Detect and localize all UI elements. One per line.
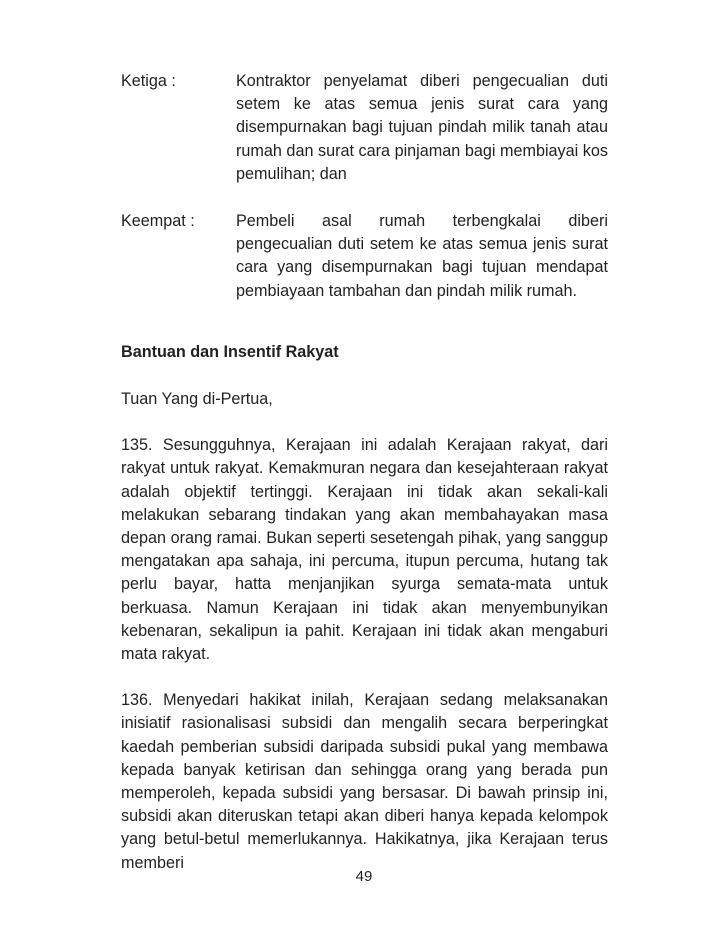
item-text: Kontraktor penyelamat diberi pengecualian duti setem ke atas semua jenis surat cara yang disempurnakan bagi tujuan pindah milik tanah atau rumah dan surat cara pinjaman bagi membiayai kos pemulihan; dan <box>236 72 608 183</box>
paragraph-136: 136. Menyedari hakikat inilah, Kerajaan sedang melaksanakan inisiatif rasionalisasi subsidi dan mengalih secara berperingkat kaedah pemberian subsidi daripada subsidi pukal yang membawa kepada banyak ketirisan dan sehingga orang yang berada pun memperoleh, kepada subsidi yang bersasar. Di bawah prinsip ini, subsidi akan diteruskan tetapi akan diberi hanya kepada kelompok yang betul-betul memerlukannya. Hakikatnya, jika Kerajaan terus memberi <box>121 691 608 872</box>
list-item-keempat <box>121 210 608 303</box>
paragraph-135: 135. Sesungguhnya, Kerajaan ini adalah Kerajaan rakyat, dari rakyat untuk rakyat. Kemakmuran negara dan kesejahteraan rakyat adalah objektif tertinggi. Kerajaan ini tidak akan sekali-kali melakukan sebarang tindakan yang akan membahayakan masa depan orang ramai. Bukan seperti sesetengah pihak, yang sanggup mengatakan apa sahaja, ini percuma, itupun percuma, hutang tak perlu bayar, hatta menjanjikan syurga semata-mata untuk berkuasa. Namun Kerajaan ini tidak akan menyembunyikan kebenaran, sekalipun ia pahit. Kerajaan ini tidak akan mengaburi mata rakyat. <box>121 436 608 664</box>
page-number: 49 <box>355 868 373 885</box>
document-page <box>121 70 608 875</box>
salutation: Tuan Yang di-Pertua, <box>121 390 273 409</box>
item-text: Pembeli asal rumah terbengkalai diberi pengecualian duti setem ke atas semua jenis surat cara yang disempurnakan bagi tujuan mendapat pembiayaan tambahan dan pindah milik rumah. <box>236 212 608 300</box>
item-label: Keempat : <box>121 212 195 231</box>
section-heading: Bantuan dan Insentif Rakyat <box>121 342 339 361</box>
item-label: Ketiga : <box>121 72 176 90</box>
list-item-ketiga <box>121 70 608 186</box>
